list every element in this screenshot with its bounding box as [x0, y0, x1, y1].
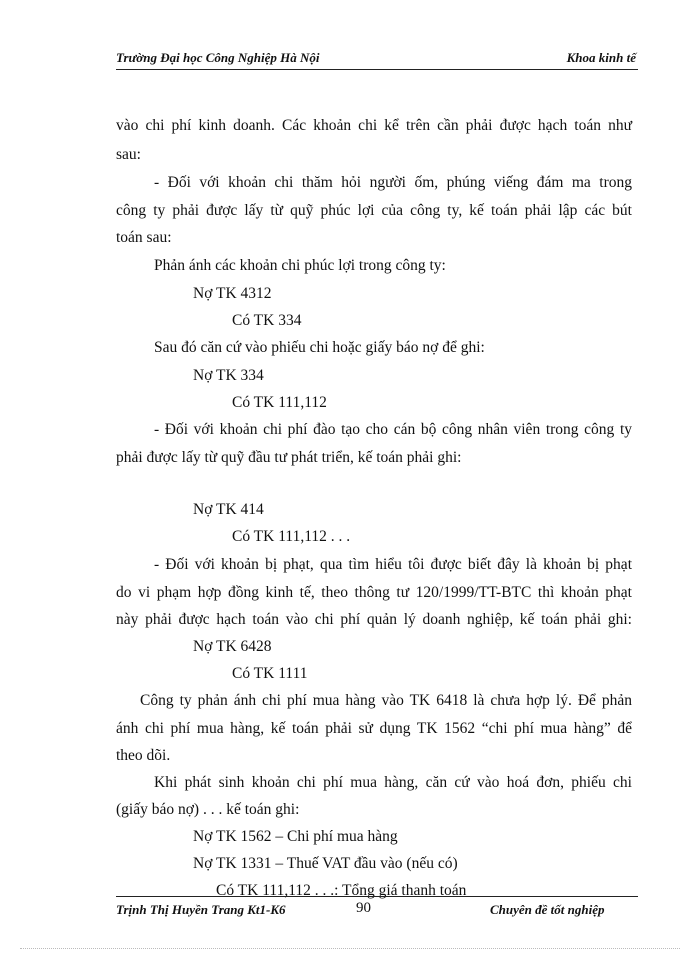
body-line: Nợ TK 1562 – Chi phí mua hàng: [193, 828, 398, 845]
body-line: do vi phạm hợp đồng kinh tế, theo thông tư 120/1999/TT-BTC thì khoản phạt: [116, 584, 632, 601]
body-line: - Đối với khoản chi thăm hỏi người ốm, phúng viếng đám ma trong: [154, 174, 632, 191]
body-line: toán sau:: [116, 229, 172, 246]
body-line: Nợ TK 6428: [193, 638, 272, 655]
body-line: - Đối với khoản chi phí đào tạo cho cán bộ công nhân viên trong công ty: [154, 421, 632, 438]
body-line: vào chi phí kinh doanh. Các khoản chi kể trên cần phải được hạch toán như: [116, 117, 632, 134]
body-line: phải được lấy từ quỹ đầu tư phát triển, kế toán phải ghi:: [116, 449, 462, 466]
body-line: Có TK 334: [232, 312, 302, 329]
body-line: công ty phải được lấy từ quỹ phúc lợi của công ty, kế toán phải lập các bút: [116, 202, 632, 219]
body-line: Có TK 111,112 . . .: Tổng giá thanh toán: [216, 882, 467, 899]
body-line: Nợ TK 4312: [193, 285, 272, 302]
body-line: Có TK 1111: [232, 665, 308, 682]
body-line: ánh chi phí mua hàng, kế toán phải sử dụng TK 1562 “chi phí mua hàng” để: [116, 720, 632, 737]
header-school-name: Trường Đại học Công Nghiệp Hà Nội: [116, 50, 320, 65]
body-line: Nợ TK 334: [193, 367, 264, 384]
footer-report-type: Chuyên đề tốt nghiệp: [490, 902, 605, 917]
body-line: Nợ TK 1331 – Thuế VAT đầu vào (nếu có): [193, 855, 458, 872]
footer-rule: [116, 896, 638, 897]
header-rule: [116, 69, 638, 70]
body-line: theo dõi.: [116, 747, 171, 764]
body-line: Nợ TK 414: [193, 501, 264, 518]
body-line: Có TK 111,112: [232, 394, 327, 411]
body-line: - Đối với khoản bị phạt, qua tìm hiểu tôi được biết đây là khoản bị phạt: [154, 556, 632, 573]
body-line: Khi phát sinh khoản chi phí mua hàng, căn cứ vào hoá đơn, phiếu chi: [154, 774, 632, 791]
body-line: Sau đó căn cứ vào phiếu chi hoặc giấy báo nợ để ghi:: [154, 339, 485, 356]
footer-page-number: 90: [356, 900, 371, 916]
page-header: [116, 50, 636, 70]
body-line: Có TK 111,112 . . .: [232, 528, 351, 545]
footer-author: Trịnh Thị Huyền Trang Kt1-K6: [116, 902, 286, 917]
body-line: (giấy báo nợ) . . . kế toán ghi:: [116, 801, 300, 818]
body-line: Phản ánh các khoản chi phúc lợi trong công ty:: [154, 257, 446, 274]
body-line: này phải được hạch toán vào chi phí quản lý doanh nghiệp, kế toán phải ghi:: [116, 611, 632, 628]
page-bottom-edge: [20, 948, 680, 949]
body-line: sau:: [116, 146, 141, 163]
header-department: Khoa kinh tế: [566, 50, 636, 65]
body-line: Công ty phản ánh chi phí mua hàng vào TK 6418 là chưa hợp lý. Để phản: [140, 692, 632, 709]
